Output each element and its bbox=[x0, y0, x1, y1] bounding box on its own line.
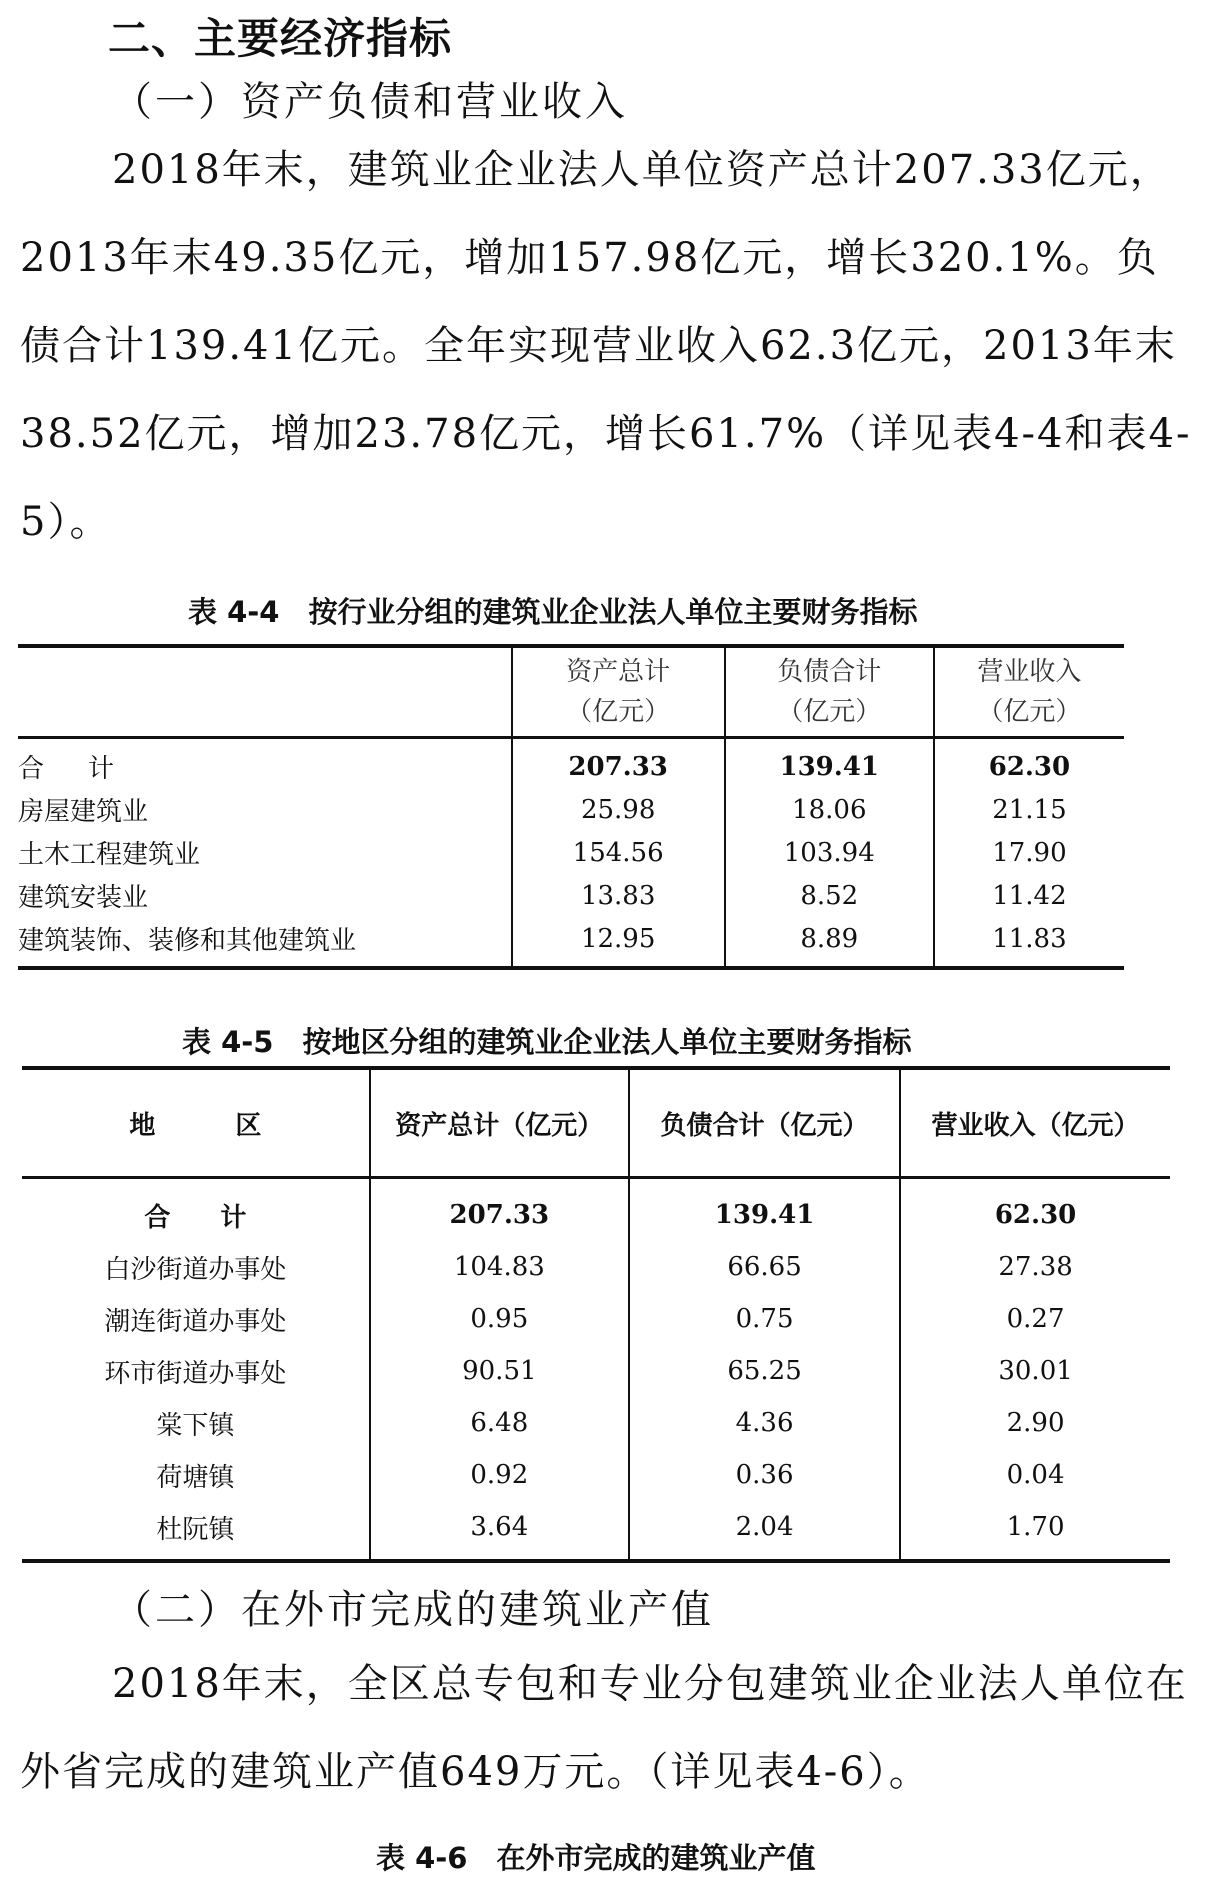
row-label: 土木工程建筑业 bbox=[18, 840, 201, 870]
cell-liabilities: 139.41 bbox=[725, 738, 934, 789]
cell-assets: 6.48 bbox=[370, 1397, 629, 1449]
row-label: 合计 bbox=[18, 754, 159, 784]
header-assets: 资产总计（亿元） bbox=[370, 1068, 629, 1178]
table-header-blank bbox=[18, 646, 512, 738]
cell-revenue: 11.83 bbox=[934, 917, 1124, 968]
table-row bbox=[22, 1397, 1170, 1449]
cell-liabilities: 139.41 bbox=[629, 1178, 900, 1242]
row-label: 合计 bbox=[144, 1202, 297, 1233]
cell-assets: 12.95 bbox=[512, 917, 725, 968]
table-4-5 bbox=[22, 1066, 1170, 1563]
cell-revenue: 11.42 bbox=[934, 874, 1124, 917]
table-row bbox=[22, 1241, 1170, 1293]
table-row bbox=[22, 1293, 1170, 1345]
cell-liabilities: 18.06 bbox=[725, 788, 934, 831]
table-row bbox=[22, 1449, 1170, 1501]
table-4-4 bbox=[18, 644, 1124, 970]
cell-assets: 104.83 bbox=[370, 1241, 629, 1293]
cell-liabilities: 4.36 bbox=[629, 1397, 900, 1449]
cell-liabilities: 0.36 bbox=[629, 1449, 900, 1501]
cell-assets: 154.56 bbox=[512, 831, 725, 874]
header-region: 地区 bbox=[129, 1110, 342, 1141]
cell-revenue: 21.15 bbox=[934, 788, 1124, 831]
row-label: 白沙街道办事处 bbox=[104, 1254, 287, 1285]
cell-assets: 90.51 bbox=[370, 1345, 629, 1397]
cell-revenue: 27.38 bbox=[900, 1241, 1170, 1293]
cell-assets: 13.83 bbox=[512, 874, 725, 917]
cell-liabilities: 103.94 bbox=[725, 831, 934, 874]
cell-liabilities: 2.04 bbox=[629, 1501, 900, 1561]
cell-revenue: 0.27 bbox=[900, 1293, 1170, 1345]
table-4-6-caption: 表 4-6 在外市完成的建筑业产值 bbox=[376, 1841, 816, 1875]
row-label: 建筑装饰、装修和其他建筑业 bbox=[18, 926, 357, 956]
row-label: 荷塘镇 bbox=[156, 1462, 235, 1493]
cell-revenue: 0.04 bbox=[900, 1449, 1170, 1501]
header-revenue: 营业收入 （亿元） bbox=[934, 646, 1124, 738]
paragraph-outside-output bbox=[20, 1640, 1200, 1816]
cell-assets: 3.64 bbox=[370, 1501, 629, 1561]
cell-revenue: 17.90 bbox=[934, 831, 1124, 874]
table-header-row bbox=[22, 1068, 1170, 1178]
table-row bbox=[18, 917, 1124, 968]
table-row bbox=[18, 831, 1124, 874]
header-revenue: 营业收入（亿元） bbox=[900, 1068, 1170, 1178]
row-label: 杜阮镇 bbox=[156, 1514, 235, 1545]
cell-revenue: 62.30 bbox=[900, 1178, 1170, 1242]
cell-liabilities: 8.89 bbox=[725, 917, 934, 968]
table-row-total bbox=[18, 738, 1124, 789]
cell-revenue: 1.70 bbox=[900, 1501, 1170, 1561]
cell-revenue: 30.01 bbox=[900, 1345, 1170, 1397]
cell-liabilities: 65.25 bbox=[629, 1345, 900, 1397]
cell-assets: 207.33 bbox=[512, 738, 725, 789]
row-label: 棠下镇 bbox=[156, 1410, 235, 1441]
cell-assets: 25.98 bbox=[512, 788, 725, 831]
section-title: 二、主要经济指标 bbox=[108, 14, 453, 63]
table-row bbox=[18, 874, 1124, 917]
paragraph-outside-output-text: 2018年末，全区总专包和专业分包建筑业企业法人单位在外省完成的建筑业产值649万元。（详见表4-6）。 bbox=[20, 1661, 1188, 1795]
row-label: 环市街道办事处 bbox=[104, 1358, 287, 1389]
header-assets: 资产总计 （亿元） bbox=[512, 646, 725, 738]
row-label: 房屋建筑业 bbox=[18, 797, 149, 827]
header-liabilities: 负债合计 （亿元） bbox=[725, 646, 934, 738]
subsection-title-outside-output: （二）在外市完成的建筑业产值 bbox=[112, 1587, 714, 1633]
subsection-title-assets: （一）资产负债和营业收入 bbox=[112, 79, 628, 125]
table-header-row bbox=[18, 646, 1124, 738]
paragraph-assets-text: 2018年末，建筑业企业法人单位资产总计207.33亿元，2013年末49.35亿元，增加157.98亿元，增长320.1%。负债合计139.41亿元。全年实现营业收入62.3亿元，2013年末38.52亿元，增加23.78亿元，增长61.7%（详见表4-4和表4-5）。 bbox=[20, 147, 1192, 545]
cell-assets: 0.92 bbox=[370, 1449, 629, 1501]
table-row bbox=[22, 1345, 1170, 1397]
row-label: 潮连街道办事处 bbox=[104, 1306, 287, 1337]
row-label: 建筑安装业 bbox=[18, 883, 149, 913]
cell-liabilities: 8.52 bbox=[725, 874, 934, 917]
table-4-5-caption: 表 4-5 按地区分组的建筑业企业法人单位主要财务指标 bbox=[182, 1025, 912, 1059]
table-row-total bbox=[22, 1178, 1170, 1242]
cell-revenue: 2.90 bbox=[900, 1397, 1170, 1449]
header-liabilities: 负债合计（亿元） bbox=[629, 1068, 900, 1178]
cell-revenue: 62.30 bbox=[934, 738, 1124, 789]
paragraph-assets bbox=[20, 126, 1200, 566]
cell-liabilities: 0.75 bbox=[629, 1293, 900, 1345]
table-4-4-caption: 表 4-4 按行业分组的建筑业企业法人单位主要财务指标 bbox=[188, 595, 918, 629]
table-row bbox=[18, 788, 1124, 831]
table-row bbox=[22, 1501, 1170, 1561]
cell-assets: 207.33 bbox=[370, 1178, 629, 1242]
cell-assets: 0.95 bbox=[370, 1293, 629, 1345]
cell-liabilities: 66.65 bbox=[629, 1241, 900, 1293]
